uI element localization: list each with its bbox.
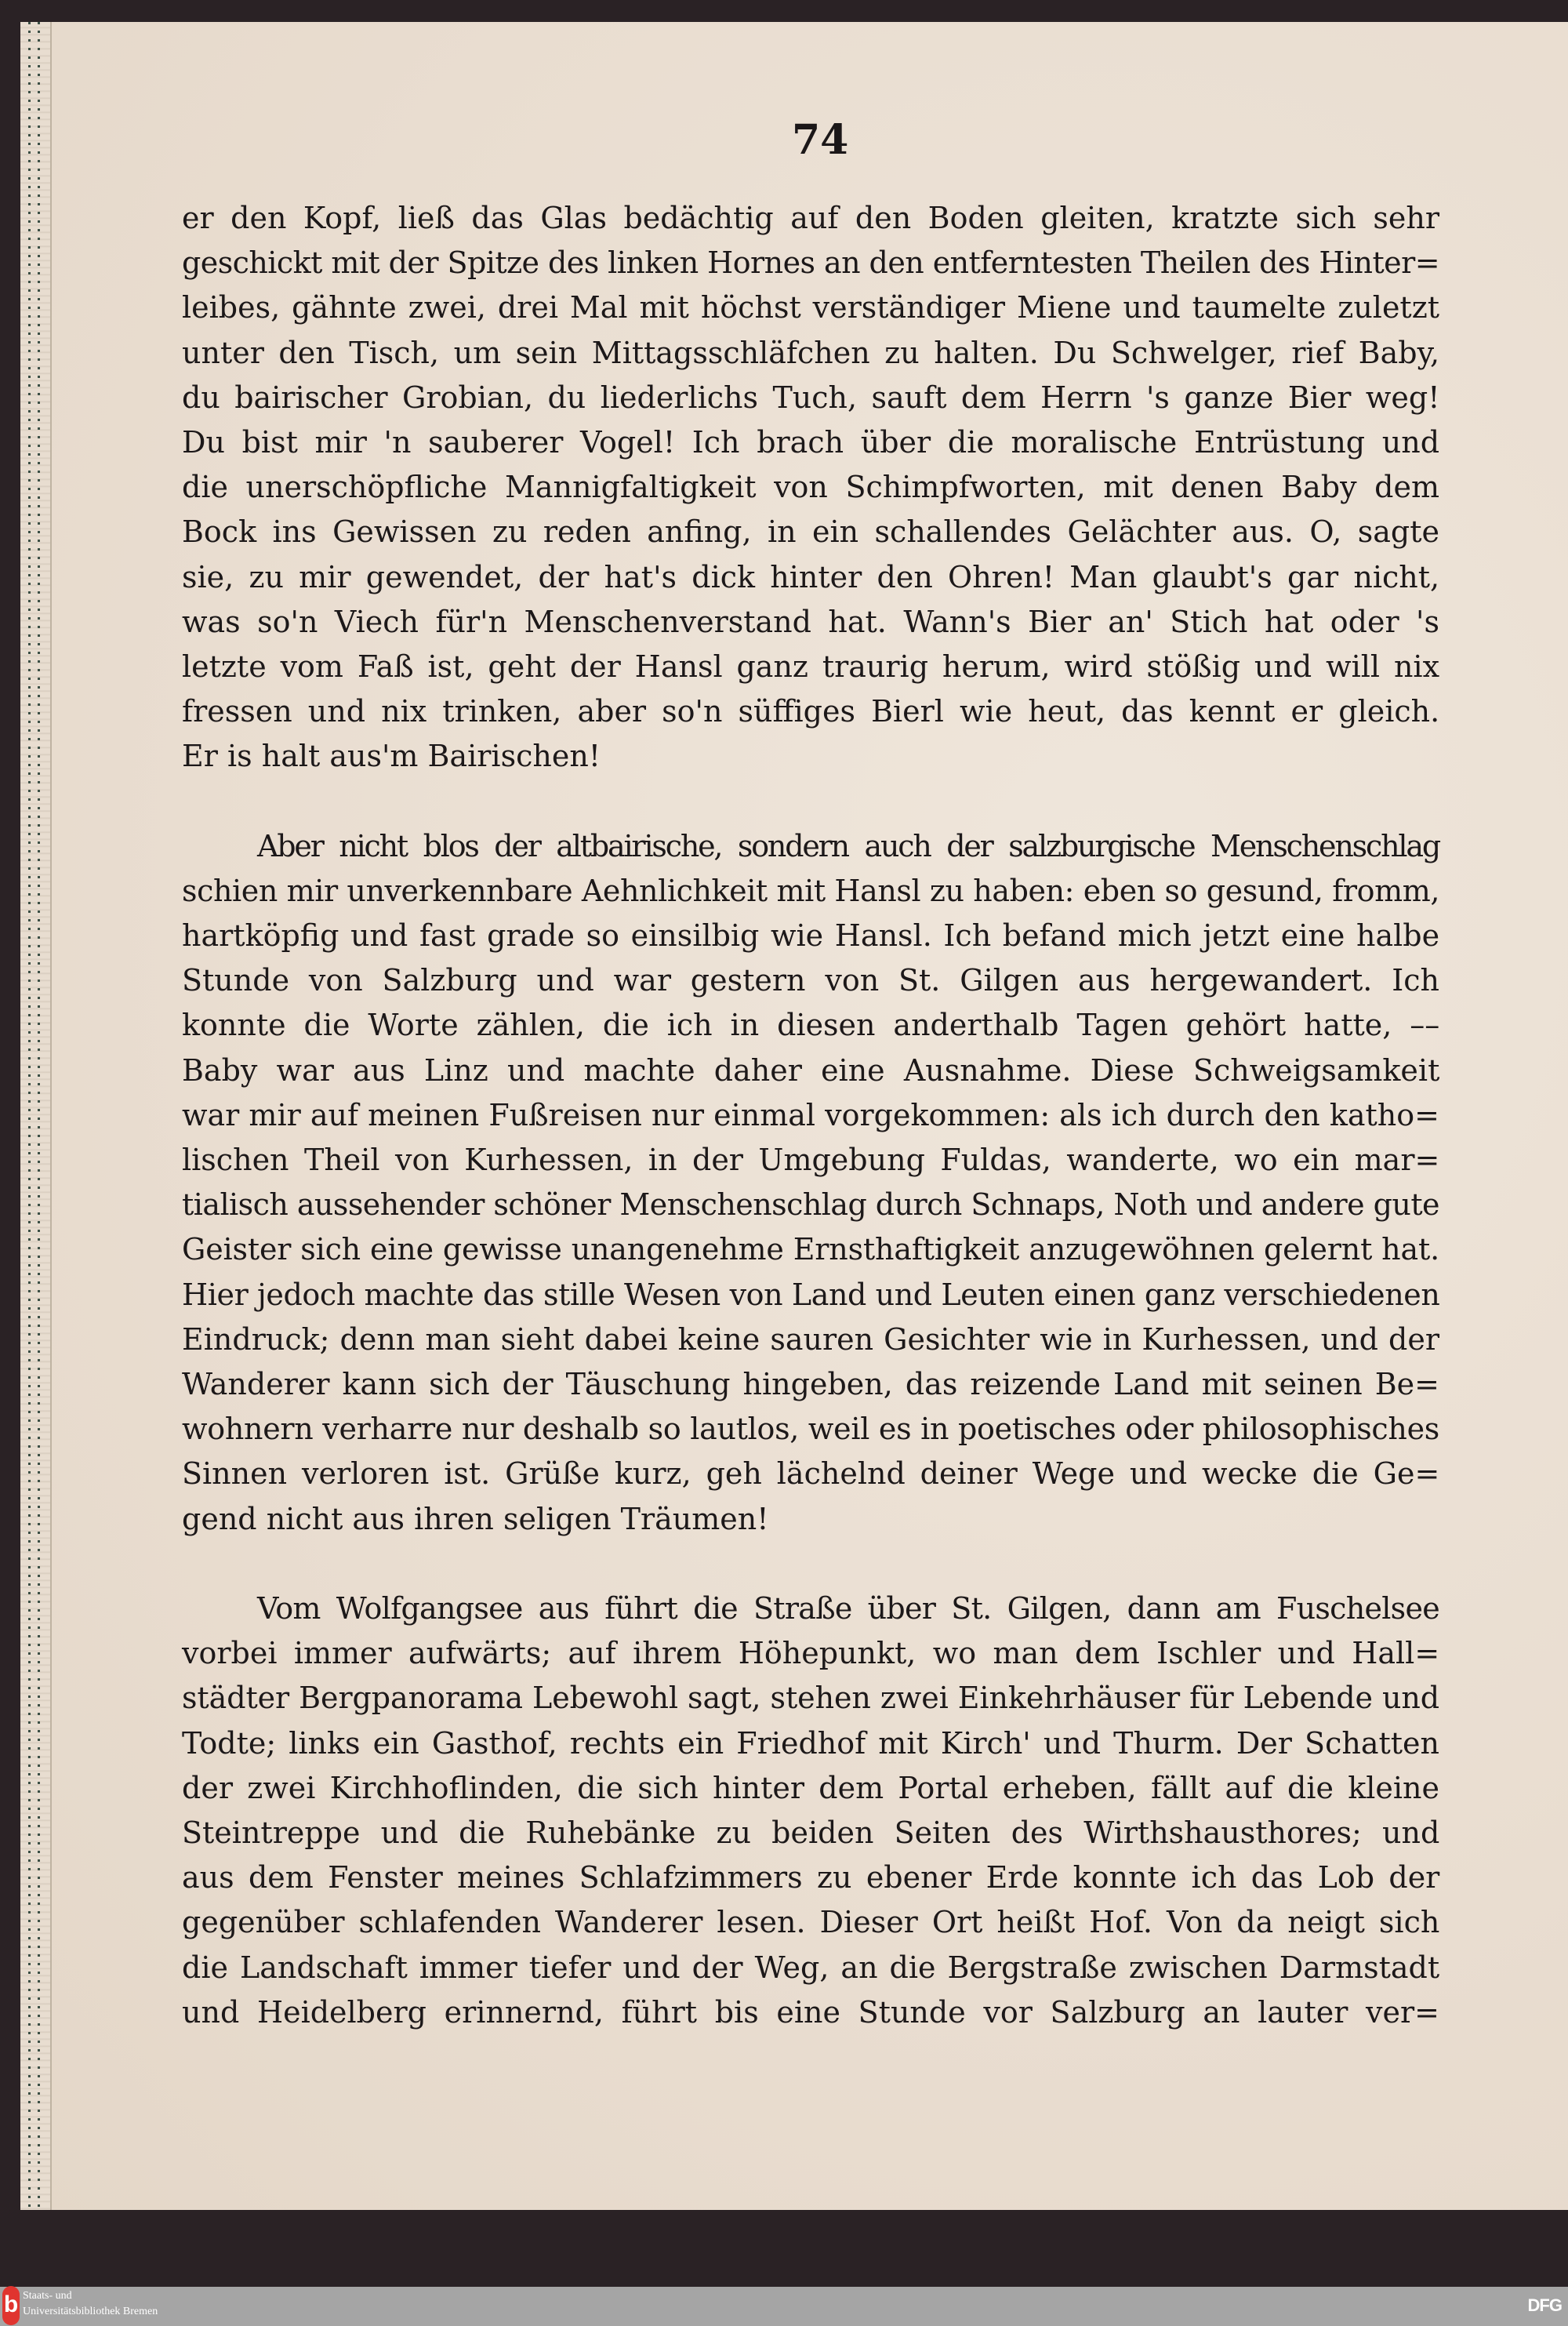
- library-name-line1: Staats- und: [23, 2290, 72, 2302]
- text-line: die unerschöpfliche Mannigfaltigkeit von Schimpfworten, mit denen Baby dem: [182, 470, 1439, 505]
- page-number: 74: [792, 116, 849, 164]
- text-line: geschickt mit der Spitze des linken Hornes an den entferntesten Theilen des Hinter=: [182, 245, 1439, 281]
- text-line: gegenüber schlafenden Wanderer lesen. Dieser Ort heißt Hof. Von da neigt sich: [182, 1905, 1440, 1940]
- body-text: [182, 196, 1439, 2035]
- text-line: tialisch aussehender schöner Menschenschlag durch Schnaps, Noth und andere gute: [182, 1187, 1439, 1223]
- paragraph-gap: [182, 1542, 1439, 1586]
- text-line: Steintreppe und die Ruhebänke zu beiden Seiten des Wirthshausthores; und: [182, 1815, 1440, 1850]
- footer-bar: [0, 2287, 1568, 2326]
- text-line: und Heidelberg erinnernd, führt bis eine Stunde vor Salzburg an lauter ver=: [182, 1994, 1439, 2030]
- text-line: lischen Theil von Kurhessen, in der Umgebung Fuldas, wanderte, wo ein mar=: [182, 1143, 1440, 1178]
- text-line: letzte vom Faß ist, geht der Hansl ganz traurig herum, wird stößig und will nix: [182, 649, 1439, 685]
- text-line: gend nicht aus ihren seligen Träumen!: [182, 1501, 769, 1536]
- paragraph: [182, 824, 1439, 1542]
- text-line: die Landschaft immer tiefer und der Weg, an die Bergstraße zwischen Darmstadt: [182, 1950, 1440, 1985]
- text-line: er den Kopf, ließ das Glas bedächtig auf den Boden gleiten, kratzte sich sehr: [182, 201, 1439, 235]
- text-line: Aber nicht blos der altbairische, sondern auch der salzburgische Menschenschlag: [257, 828, 1439, 863]
- text-line: Wanderer kann sich der Täuschung hingeben, das reizende Land mit seinen Be=: [182, 1367, 1439, 1402]
- binding-edge: [20, 22, 52, 2210]
- paragraph: [182, 1586, 1439, 2035]
- text-line: Eindruck; denn man sieht dabei keine sauren Gesichter wie in Kurhessen, und der: [182, 1321, 1439, 1357]
- text-line: leibes, gähnte zwei, drei Mal mit höchst verständiger Miene und taumelte zuletzt: [182, 290, 1439, 325]
- library-logo-icon: b: [2, 2286, 20, 2325]
- text-line: unter den Tisch, um sein Mittagsschläfchen zu halten. Du Schwelger, rief Baby,: [182, 335, 1440, 370]
- text-line: Du bist mir 'n sauberer Vogel! Ich brach über die moralische Entrüstung und: [182, 425, 1440, 460]
- text-line: Er is halt aus'm Bairischen!: [182, 739, 601, 774]
- text-line: schien mir unverkennbare Aehnlichkeit mit Hansl zu haben: eben so gesund, fromm,: [182, 873, 1439, 908]
- paragraph-gap: [182, 780, 1439, 824]
- text-line: hartköpfig und fast grade so einsilbig wie Hansl. Ich befand mich jetzt eine halbe: [182, 918, 1440, 954]
- text-line: sie, zu mir gewendet, der hat's dick hinter den Ohren! Man glaubt's gar nicht,: [182, 559, 1440, 594]
- text-line: Sinnen verloren ist. Grüße kurz, geh lächelnd deiner Wege und wecke die Ge=: [182, 1456, 1440, 1492]
- text-line: Stunde von Salzburg und war gestern von St. Gilgen aus hergewandert. Ich: [182, 963, 1439, 998]
- dfg-logo-icon: DFG: [1527, 2295, 1562, 2315]
- text-line: Vom Wolfgangsee aus führt die Straße über St. Gilgen, dann am Fuschelsee: [257, 1590, 1439, 1626]
- text-line: was so'n Viech für'n Menschenverstand hat. Wann's Bier an' Stich hat oder 's: [182, 604, 1439, 639]
- paragraph: [182, 196, 1439, 780]
- text-line: Hier jedoch machte das stille Wesen von Land und Leuten einen ganz verschiedenen: [182, 1277, 1440, 1312]
- text-line: war mir auf meinen Fußreisen nur einmal vorgekommen: als ich durch den katho=: [182, 1097, 1439, 1132]
- text-line: Geister sich eine gewisse unangenehme Ernsthaftigkeit anzugewöhnen gelernt hat.: [182, 1232, 1439, 1267]
- text-line: vorbei immer aufwärts; auf ihrem Höhepunkt, wo man dem Ischler und Hall=: [182, 1636, 1440, 1671]
- text-line: aus dem Fenster meines Schlafzimmers zu ebener Erde konnte ich das Lob der: [182, 1860, 1440, 1895]
- text-line: wohnern verharre nur deshalb so lautlos, weil es in poetisches oder philosophisches: [182, 1412, 1439, 1447]
- text-line: Baby war aus Linz und machte daher eine Ausnahme. Diese Schweigsamkeit: [182, 1052, 1440, 1088]
- text-line: der zwei Kirchhoflinden, die sich hinter dem Portal erheben, fällt auf die kleine: [182, 1770, 1439, 1805]
- text-line: konnte die Worte zählen, die ich in diesen anderthalb Tagen gehört hatte, ––: [182, 1008, 1440, 1043]
- text-line: fressen und nix trinken, aber so'n süffiges Bierl wie heut, das kennt er gleich.: [182, 694, 1440, 729]
- text-line: Bock ins Gewissen zu reden anfing, in ein schallendes Gelächter aus. O, sagte: [182, 514, 1439, 550]
- library-name: [23, 2288, 158, 2320]
- text-line: du bairischer Grobian, du liederlichs Tuch, sauft dem Herrn 's ganze Bier weg!: [182, 380, 1440, 415]
- text-line: städter Bergpanorama Lebewohl sagt, stehen zwei Einkehrhäuser für Lebende und: [182, 1681, 1439, 1716]
- text-line: Todte; links ein Gasthof, rechts ein Friedhof mit Kirch' und Thurm. Der Schatten: [182, 1725, 1439, 1761]
- library-name-line2: Universitätsbibliothek Bremen: [23, 2306, 158, 2317]
